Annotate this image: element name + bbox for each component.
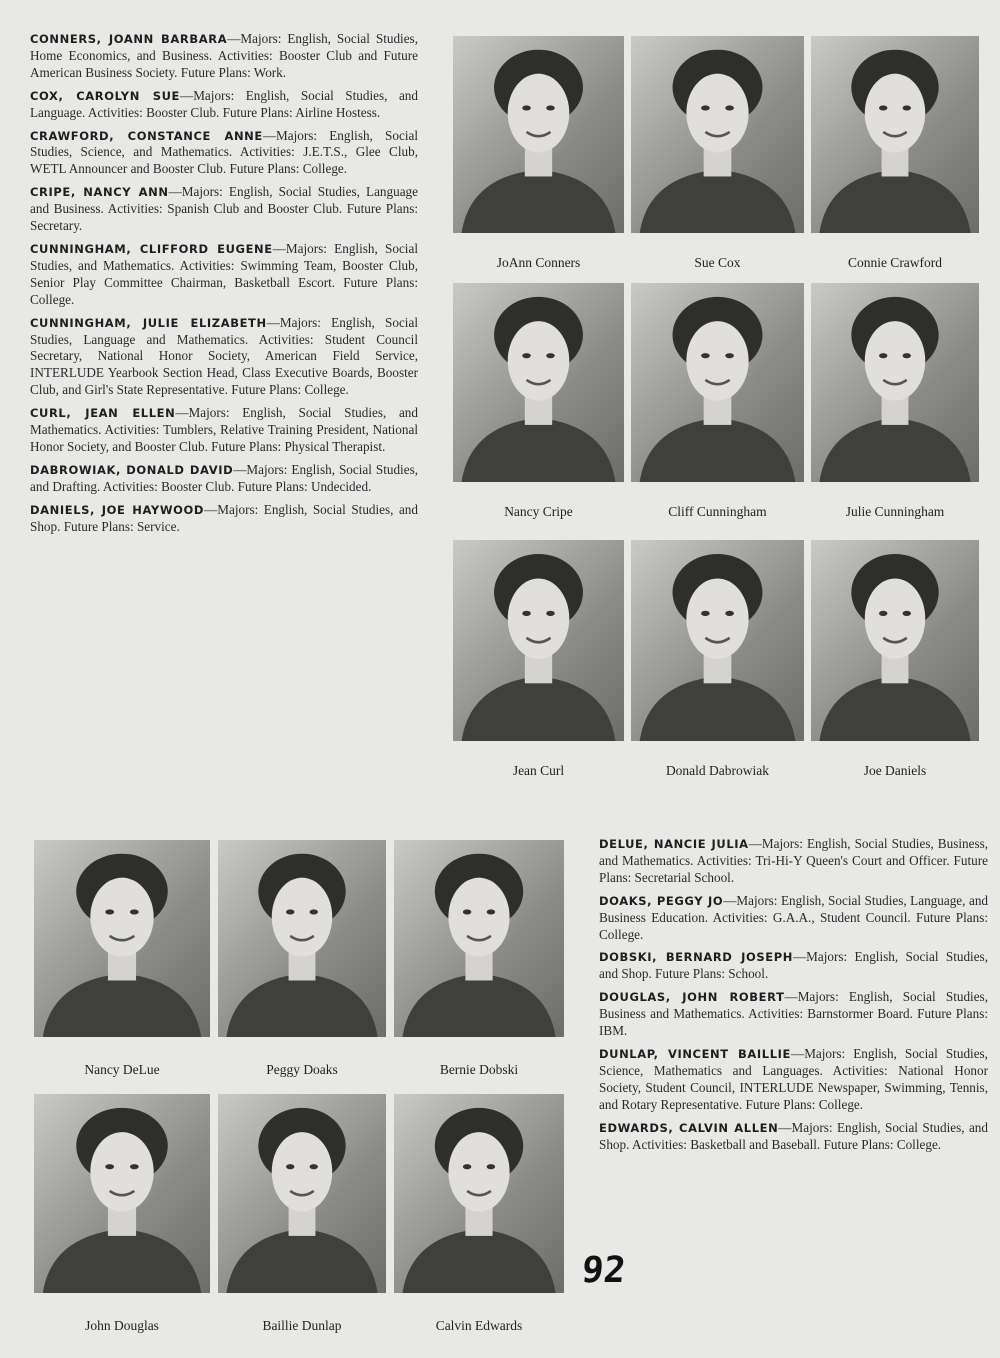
portrait-caption: John Douglas (85, 1318, 159, 1333)
biography-text: —Majors: English, Social Studies, Language and Business. Activities: Spanish Club and Booster Club. Future Plans: Secretary. (30, 184, 418, 234)
biography-text: —Majors: English, Social Studies, Home Economics, and Business. Activities: Booster Club and Future American Business Society. Future Plans: Work. (30, 31, 418, 80)
biography-entry (599, 989, 988, 1040)
biography-text: —Majors: English, Social Studies, Science, Mathematics and Languages. Activities: National Honor Society, Student Council, INTERLUDE Newspaper, Swimming, Tennis, and Rotary Representative. Future Plans: College. (599, 1045, 988, 1112)
biography-text: —Majors: English, Social Studies, Business, and Mathematics. Activities: Tri-Hi-Y Queen's Court and Officer. Future Plans: Secretarial School. (599, 836, 989, 885)
student-name: CUNNINGHAM, CLIFFORD EUGENE (30, 241, 273, 256)
student-name: CUNNINGHAM, JULIE ELIZABETH (30, 315, 267, 330)
biography-entry (599, 949, 988, 983)
student-portrait-photo (453, 36, 624, 233)
biography-entry (599, 1046, 988, 1114)
biography-entry (30, 315, 418, 400)
student-portrait-photo (218, 840, 386, 1037)
biography-text: —Majors: English, Social Studies, and Language. Activities: Booster Club. Future Plans: Airline Hostess. (30, 87, 418, 120)
biography-entry (30, 405, 418, 456)
student-name: CONNERS, JOANN BARBARA (30, 32, 228, 46)
biography-entry (599, 1120, 988, 1154)
biography-text: —Majors: English, Social Studies, Business and Mathematics. Activities: Barnstormer Board. Future Plans: IBM. (599, 989, 988, 1039)
student-portrait-photo (453, 283, 624, 482)
student-portrait-photo (811, 36, 979, 233)
student-portrait-photo (218, 1094, 386, 1293)
right-biographies (599, 836, 988, 1159)
biography-text: —Majors: English, Social Studies, Language, and Business Education. Activities: G.A.A., Student Council. Future Plans: College. (599, 892, 989, 942)
portrait-caption: Bernie Dobski (439, 1062, 519, 1077)
student-portrait-photo (394, 840, 564, 1037)
portrait-caption: JoAnn Conners (496, 255, 581, 270)
portrait-caption: Cliff Cunningham (668, 504, 767, 519)
portrait-caption: Calvin Edwards (435, 1318, 523, 1333)
student-name: COX, CAROLYN SUE (30, 88, 181, 103)
student-portrait-photo (34, 1094, 210, 1293)
biography-text: —Majors: English, Social Studies, and Mathematics. Activities: Tumblers, Relative Training President, National Honor Society, and Booster Club. Future Plans: Physical Therapist. (30, 405, 418, 454)
biography-entry (599, 836, 988, 887)
biography-entry (30, 502, 418, 536)
student-name: DUNLAP, VINCENT BAILLIE (599, 1046, 791, 1061)
student-name: CURL, JEAN ELLEN (30, 406, 176, 421)
biography-text: —Majors: English, Social Studies, and Shop. Future Plans: Service. (30, 501, 418, 534)
portrait-caption: Donald Dabrowiak (665, 763, 770, 778)
student-portrait-photo (453, 540, 624, 741)
student-portrait-photo (394, 1094, 564, 1293)
student-name: CRAWFORD, CONSTANCE ANNE (30, 128, 263, 143)
portrait-caption: Julie Cunningham (845, 504, 945, 519)
student-portrait-photo (34, 840, 210, 1037)
biography-text: —Majors: English, Social Studies, and Shop. Future Plans: School. (599, 949, 988, 982)
biography-entry (30, 184, 418, 235)
student-portrait-photo (631, 36, 804, 233)
biography-entry (30, 462, 418, 496)
handwritten-page-number: 92 (579, 1250, 628, 1291)
student-name: DOAKS, PEGGY JO (599, 893, 724, 908)
biography-entry (30, 88, 418, 122)
biography-text: —Majors: English, Social Studies, and Drafting. Activities: Booster Club. Future Plans: Undecided. (30, 461, 419, 494)
biography-entry (599, 893, 988, 944)
student-portrait-photo (631, 540, 804, 741)
student-portrait-photo (811, 283, 979, 482)
portrait-caption: Baillie Dunlap (262, 1318, 342, 1333)
student-name: DOBSKI, BERNARD JOSEPH (599, 950, 793, 965)
portrait-caption: Connie Crawford (847, 255, 943, 270)
portrait-caption: Sue Cox (694, 255, 741, 270)
portrait-caption: Nancy DeLue (84, 1062, 160, 1077)
student-name: EDWARDS, CALVIN ALLEN (599, 1120, 779, 1135)
biography-entry (30, 31, 418, 82)
portrait-caption: Joe Daniels (863, 763, 927, 778)
student-name: CRIPE, NANCY ANN (30, 185, 169, 200)
portrait-caption: Peggy Doaks (266, 1062, 338, 1077)
portrait-caption: Nancy Cripe (504, 504, 573, 519)
student-portrait-photo (811, 540, 979, 741)
biography-text: —Majors: English, Social Studies, and Mathematics. Activities: Swimming Team, Booster Club, Senior Play Committee Chairman, Basketball Escort. Future Plans: College. (30, 240, 418, 307)
student-name: DABROWIAK, DONALD DAVID (30, 462, 234, 477)
biography-text: —Majors: English, Social Studies, Science, and Mathematics. Activities: J.E.T.S., Glee Club, WETL Announcer and Booster Club. Future Plans: College. (30, 127, 418, 177)
biography-entry (30, 241, 418, 309)
biography-entry (30, 128, 418, 179)
portrait-caption: Jean Curl (512, 763, 565, 778)
biography-text: —Majors: English, Social Studies, and Shop. Activities: Basketball and Baseball. Future Plans: College. (599, 1119, 988, 1152)
biography-text: —Majors: English, Social Studies, Language and Mathematics. Activities: Student Council Secretary, National Honor Society, American Field Service, INTERLUDE Yearbook Section Head, Class Executive Boards, Booster Club, and Girl's State Representative. Future Plans: College. (30, 314, 418, 398)
student-name: DOUGLAS, JOHN ROBERT (599, 990, 785, 1005)
student-portrait-photo (631, 283, 804, 482)
student-name: DANIELS, JOE HAYWOOD (30, 502, 205, 517)
left-biographies (30, 31, 418, 541)
student-name: DELUE, NANCIE JULIA (599, 837, 749, 851)
